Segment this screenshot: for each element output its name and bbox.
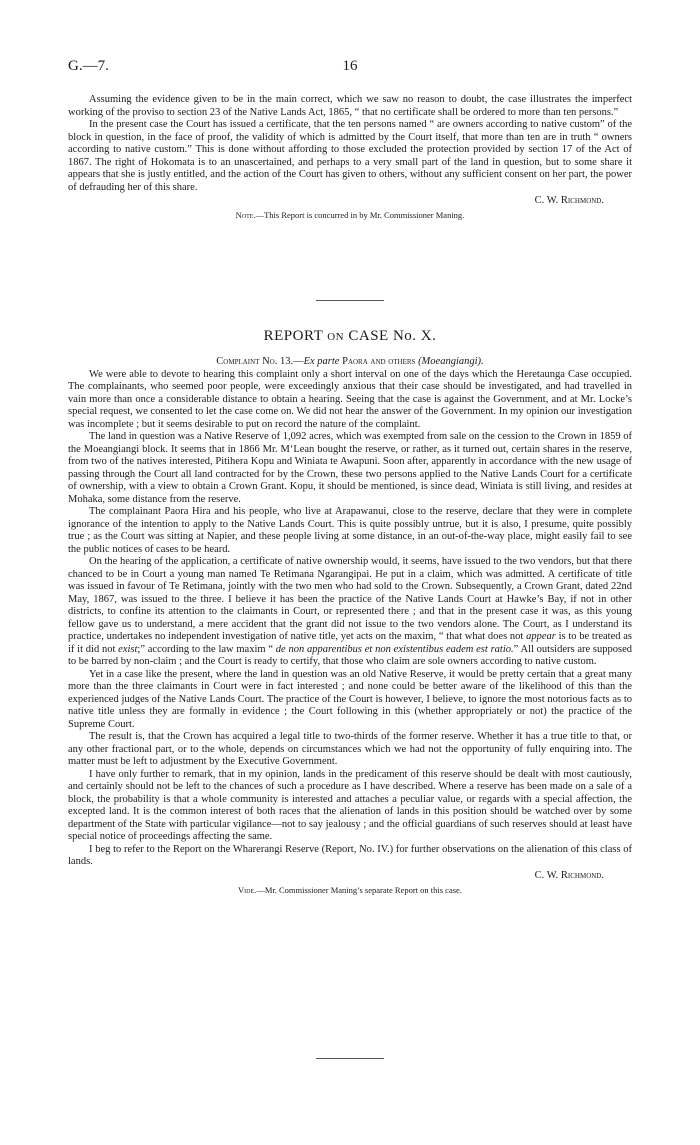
text-run: exist [118,643,138,655]
complaint-number: Complaint No. 13. [216,356,294,367]
complaint-parties: Paora and others [339,356,419,367]
signature: C. W. Richmond. [534,869,604,881]
paragraph [68,556,632,669]
paragraph: I have only further to remark, that in my opinion, lands in the predicament of this reserve should be dealt with most cautiously, and certainly should not be left to the chances of such a procedure as I have described. Where a reserve has been made on a sale of a block, the probability is that a whole community is interested and attaches a peculiar value, or regards with a special affection, the excepted land. It is the common interest of both races that the alienation of lands in this position should be watched over by some department of the State with particular vigilance—not to say jealousy ; and the official guardians of such reserves should at least have special notice of proceedings affecting the same. [68,768,632,842]
report-title [68,328,632,345]
page-number: 16 [342,58,358,74]
paragraph: In the present case the Court has issued a certificate, that the ten persons named “ are owners according to native custom” of the block in question, in the face of proof, the validity of which is admitted by the Court itself, that more than ten are in truth “ owners according to native custom.” This is done without affording to those excluded the protection provided by section 17 of the Act of 1867. The right of Hokomata is to an unascertained, and perhaps to a very small part of the land in question, but to some share it appears that she is justly entitled, and the action of the Court has given to others, without any sufficient consent on her part, the power of defrauding her of this share. [68,119,632,193]
case-ix-conclusion [68,94,632,221]
report-title-part: on [327,328,345,344]
page-header [68,58,632,78]
paragraph: Assuming the evidence given to be in the main correct, which we saw no reason to doubt, the case illustrates the imperfect working of the proviso to section 23 of the Native Lands Act, 1865, “ that no certificate shall be ordered to more than ten persons.” [68,94,632,118]
signature: C. W. Richmond. [534,195,604,206]
text-run: ;” according to the law maxim “ [137,643,276,655]
vide-label: Vide. [238,884,257,895]
section-divider [316,1058,384,1059]
report-title-part: CASE No. X. [344,328,437,344]
note-label: Note. [235,210,256,220]
paragraph: I beg to refer to the Report on the Wharerangi Reserve (Report, No. IV.) for further observations on the alienation of this class of lands. [68,843,632,867]
section-divider [316,300,384,301]
paragraph: We were able to devote to hearing this complaint only a short interval on one of the days which the Heretaunga Case occupied. The complainants, who seemed poor people, were exceedingly anxious that their case should be investigated, and had travelled in vain more than once a considerable distance to obtain a hearing. Seeing that the case is against the Government, and at Mr. Locke’s special request, we consented to let the case come on. We did not hear the answer of the Government. In my opinion our investigation was incomplete ; but it seems desirable to put on record the nature of the complaint. [68,368,632,430]
paragraph: The land in question was a Native Reserve of 1,092 acres, which was exempted from sale on the cession to the Crown in 1859 of the Moeangiangi block. It seems that in 1866 Mr. M‘Lean bought the reserve, or rather, as it turned out, certain shares in the reserve, from two of the natives interested, Pitihera Kopu and Winiata te Awapuni. Soon after, apparently in accordance with the new usage of passing through the Court all land contracted for by the Crown, these two persons applied to the Native Lands Court for a certificate of ownership, with a view to obtain a Crown Grant. Kopu, it should be mentioned, is since dead, Winiata is still living, and resides at Mohaka, some distance from the reserve. [68,431,632,505]
paragraph: The complainant Paora Hira and his people, who live at Arapawanui, close to the reserve, declare that they were in complete ignorance of the intention to apply to the Native Lands Court. This is quite possibly untrue, but it is also, I presume, quite possibly true ; as the Court was sitting at Napier, and these people living at some distance, in an out-of-the-way place, might easily fail to see the public notices of cases to be heard. [68,506,632,555]
vide-note [68,884,632,896]
text-run: ” All outsiders are supposed to be barred by non-claim ; and the Court is ready to certify, that those who claim are sole owners according to native custom. [68,643,633,667]
concurrence-note [68,209,632,221]
complaint-heading [68,356,632,369]
text-run: is to be treated as if it did not [68,631,632,655]
paragraph: The result is, that the Crown has acquired a legal title to two-thirds of the former reserve. Whether it has a true title to that, or any other fractional part, or to the whole, depends on circumstances which we had not the opportunity of fully enquiring into. The matter must be left to adjustment by the Executive Government. [68,731,632,767]
complaint-ex-parte: Ex parte [303,356,340,367]
latin-maxim: de non apparentibus et non existentibus eadem est ratio. [275,643,514,655]
report-title-part: REPORT [263,328,328,344]
report-x-body [68,356,632,896]
text-run: appear [526,631,556,642]
complaint-dash: — [293,356,304,367]
vide-text: —Mr. Commissioner Maning’s separate Report on this case. [256,884,462,895]
text-run: On the hearing of the application, a certificate of native ownership would, it seems, have issued to the two vendors, but that there chanced to be in Court a young man named Te Retimana Ngarangipai. He put in a claim, which was admitted. A certificate of title was issued in favour of Te Retimana, jointly with the two men who had sold to the Crown. Subsequently, a Crown Grant, dated 22nd May, 1867, was issued to the three. I believe it has been the practice of the Native Lands Court at Hawke’s Bay, if not in other districts, to confine its attention to the claimants in Court, or represented there ; and that in the present case it was, as this young fellow gave us to understand, a mere accident that the grant did not issue to the two vendors alone. The Court, as I understand its practice, undertakes no independent investigation of native title, yet acts on the maxim, “ that what does not [68,556,632,642]
complaint-place: (Moeangiangi). [418,356,484,367]
paragraph: Yet in a case like the present, where the land in question was an old Native Reserve, it would be pretty certain that a great many more than the three claimants in Court were in fact interested ; and none could be better aware of the likelihood of this than the experienced judges of the Native Lands Court. The practice of the Court is however, I believe, to ignore the most notorious facts as to native title unless they are formally in evidence ; the Court following in this (whether appropriately or not) the practice of the Supreme Court. [68,668,632,730]
note-text: —This Report is concurred in by Mr. Commissioner Maning. [255,210,465,220]
document-reference: G.—7. [68,58,109,74]
